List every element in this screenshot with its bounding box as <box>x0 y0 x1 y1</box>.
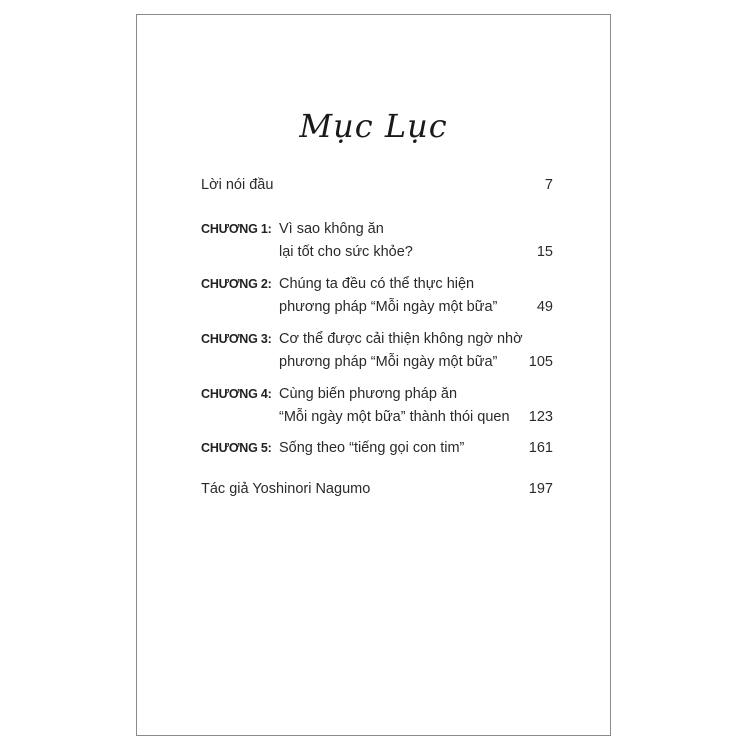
book-page <box>136 14 611 736</box>
toc-entry-preface <box>201 173 553 197</box>
entry-page-number: 49 <box>536 299 553 315</box>
chapter-title-line: phương pháp “Mỗi ngày một bữa” <box>279 354 498 370</box>
chapter-title-line: Cơ thể được cải thiện không ngờ nhờ <box>279 331 523 347</box>
chapter-label: CHƯƠNG 5: <box>201 441 272 455</box>
chapter-label: CHƯƠNG 1: <box>201 222 272 236</box>
chapter-title-line: Chúng ta đều có thể thực hiện <box>279 276 475 292</box>
chapter-title-line: Sống theo “tiếng gọi con tim” <box>279 440 465 456</box>
chapter-label: CHƯƠNG 2: <box>201 277 272 291</box>
chapter-title-line: lại tốt cho sức khỏe? <box>279 244 413 260</box>
toc-entry-chapter-5 <box>201 436 553 460</box>
toc-entry-author <box>201 477 553 501</box>
chapter-title-line: “Mỗi ngày một bữa” thành thói quen <box>279 409 510 425</box>
entry-text: Tác giả Yoshinori Nagumo <box>201 481 371 497</box>
chapter-title-line: phương pháp “Mỗi ngày một bữa” <box>279 299 498 315</box>
chapter-label: CHƯƠNG 4: <box>201 387 272 401</box>
entry-page-number: 161 <box>528 440 553 456</box>
entry-page-number: 15 <box>536 244 553 260</box>
entry-text: Lời nói đầu <box>201 177 274 193</box>
entry-page-number: 105 <box>528 354 553 370</box>
entry-page-number: 197 <box>528 481 553 497</box>
toc-entry-chapter-3 <box>201 327 553 375</box>
entry-page-number: 123 <box>528 409 553 425</box>
toc-entry-chapter-2 <box>201 272 553 320</box>
toc-entry-chapter-4 <box>201 382 553 430</box>
chapter-title-line: Cùng biến phương pháp ăn <box>279 386 458 402</box>
chapter-label: CHƯƠNG 3: <box>201 332 272 346</box>
chapter-title-line: Vì sao không ăn <box>279 221 384 237</box>
toc-entry-chapter-1 <box>201 217 553 265</box>
entry-page-number: 7 <box>544 177 553 193</box>
page-title: Mục Lục <box>299 107 448 145</box>
